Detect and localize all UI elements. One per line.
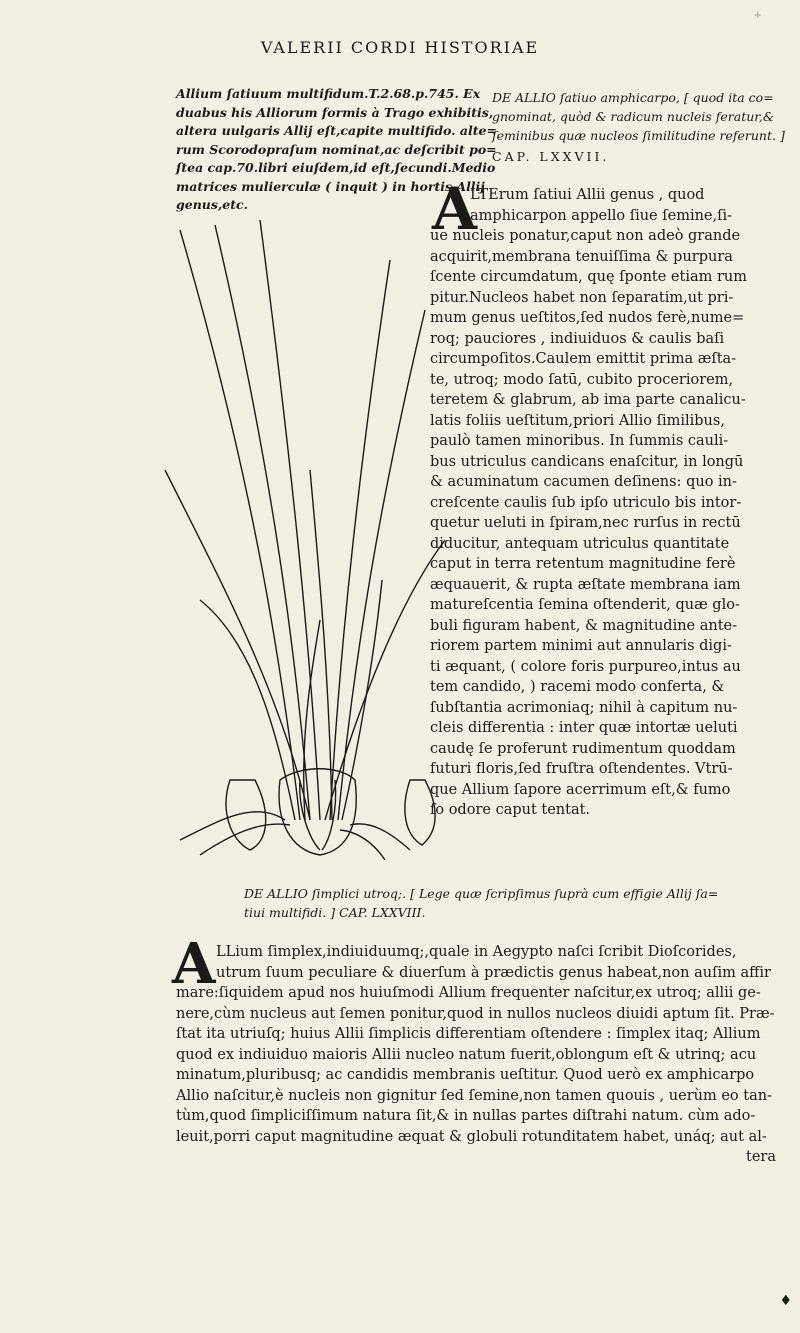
note-line: Allium ſatiuum multifidum.T.2.68.p.745. Ex	[176, 86, 481, 101]
plant-woodcut	[160, 220, 450, 860]
body-line: mare:ſiquidem apud nos huiuſmodi Allium frequenter naſcitur,ex utroq; allii ge-	[176, 985, 761, 1001]
chapter-77-heading	[492, 88, 792, 166]
heading-line: DE ALLIO ſatiuo amphicarpo, [ quod ita co=	[492, 90, 774, 105]
drop-cap-initial: A	[172, 931, 216, 997]
running-head: VALERII CORDI HISTORIAE	[260, 38, 540, 57]
body-line: cleis differentia : inter quæ intortæ ueluti	[430, 720, 738, 736]
bottom-mark: ♦	[779, 1293, 792, 1309]
chapter-77-body	[430, 185, 795, 821]
body-line: roq; pauciores , indiuiduos & caulis baſi	[430, 330, 725, 347]
corner-mark: +	[753, 10, 762, 21]
body-line: te, utroq; modo ſatū, cubito proceriorem,	[430, 371, 734, 388]
body-line: tùm,quod ſimpliciſſimum natura ſit,& in nullas partes diſtrahi natum. cùm ado-	[176, 1108, 756, 1124]
body-line: futuri floris,ſed fruſtra oſtendentes. Vtrū-	[430, 761, 733, 777]
allium-plant-illustration	[160, 220, 450, 860]
body-line: nere,cùm nucleus aut ſemen ponitur,quod in nullos nucleos diuidi aptum ſit. Præ-	[176, 1005, 775, 1022]
body-line: que Allium ſapore acerrimum eſt,& fumo	[430, 781, 731, 798]
body-line: minatum,pluribusq; ac candidis membranis ueſtitur. Quod uerò ex amphicarpo	[176, 1067, 755, 1083]
body-line: leuit,porri caput magnitudine æquat & globuli rotunditatem habet, unáq; aut al-	[176, 1128, 767, 1145]
drop-cap-initial: A	[432, 175, 478, 243]
body-line: Allio naſcitur,è nucleis non gignitur ſed ſemine,non tamen quouis , uerùm eo tan-	[176, 1087, 772, 1104]
note-line: ſtea cap.70.libri eiuſdem,id eſt,ſecundi.Medio	[176, 160, 496, 175]
note-line: rum Scorodopraſum nominat,ac deſcribit po=	[176, 141, 497, 157]
heading-line: gnominat, quòd & radicum nucleis feratur,&	[492, 109, 774, 124]
body-line: quetur ueluti in ſpiram,nec rurſus in rectū	[430, 515, 741, 531]
heading-line: tiui multifidi. ] CAP. LXXVIII.	[244, 905, 426, 920]
body-line: creſcente caulis ſub ipſo utriculo bis intor-	[430, 494, 742, 511]
note-line: altera uulgaris Allij eſt,capite multifido. alte=	[176, 123, 497, 138]
chapter-78-heading	[244, 884, 794, 922]
body-line: LLium ſimplex,indiuiduumq;,quale in Aegypto naſci ſcribit Dioſcorides,	[216, 944, 737, 960]
body-line: utrum ſuum peculiare & diuerſum à prædictis genus habeat,non auſim affir	[216, 964, 771, 981]
body-line: mum genus ueſtitos,ſed nudos ferè,nume=	[430, 310, 745, 326]
note-line: genus,etc.	[176, 197, 248, 212]
body-line: ti æquant, ( colore foris purpureo,intus au	[430, 658, 741, 675]
body-line: & acuminatum cacumen deſinens: quo in-	[430, 474, 737, 490]
catchword: tera	[746, 1149, 776, 1165]
body-line: buli figuram habent, & magnitudine ante-	[430, 617, 738, 634]
body-line: caput in terra retentum magnitudine ferè	[430, 556, 736, 572]
body-line: riorem partem minimi aut annularis digi-	[430, 638, 732, 654]
body-line: ſo odore caput tentat.	[430, 802, 591, 818]
note-line: duabus his Alliorum formis à Trago exhibitis,	[176, 104, 494, 120]
heading-line: ſeminibus quæ nucleos ſimilitudine referunt. ]	[492, 128, 785, 143]
body-line: amphicarpon appello ſiue ſemine,ſi-	[470, 207, 733, 224]
note-line: matrices mulierculæ ( inquit ) in hortis Allij	[176, 178, 485, 194]
chapter-number: CAP. LXXVII.	[492, 149, 610, 164]
body-line: diducitur, antequam utriculus quantitate	[430, 535, 730, 552]
body-line: bus utriculus candicans enaſcitur, in longū	[430, 453, 744, 470]
body-line: caudę ſe proferunt rudimentum quoddam	[430, 740, 736, 757]
body-line: paulò tamen minoribus. In ſummis cauli-	[430, 433, 729, 449]
body-line: quod ex indiuiduo maioris Allii nucleo natum fuerit,oblongum eſt & utrinq; acu	[176, 1046, 757, 1063]
body-line: æquauerit, & rupta æſtate membrana iam	[430, 576, 741, 593]
body-line: matureſcentia ſemina oſtenderit, quæ glo-	[430, 597, 740, 613]
body-line: ſcente circumdatum, quę ſponte etiam rum	[430, 269, 747, 285]
body-line: circumpoſitos.Caulem emittit prima æſta-	[430, 351, 737, 367]
body-line: ſubſtantia acrimoniaq; nihil à capitum nu-	[430, 699, 738, 716]
body-line: LTErum ſatiui Allii genus , quod	[470, 187, 705, 203]
chapter-78-body	[176, 942, 796, 1168]
body-line: ue nucleis ponatur,caput non adeò grande	[430, 228, 741, 244]
body-line: teretem & glabrum, ab ima parte canalicu-	[430, 392, 746, 408]
body-line: acquirit,membrana tenuiſſima & purpura	[430, 248, 733, 265]
body-line: latis foliis ueſtitum,priori Allio ſimilibus,	[430, 412, 725, 429]
heading-line: DE ALLIO ſimplici utroq;. [ Lege quæ ſcripſimus ſuprà cum effigie Allij ſa=	[244, 886, 719, 901]
body-line: tem candido, ) racemi modo conferta, &	[430, 679, 725, 695]
body-line: ſtat ita utriuſq; huius Allii ſimplicis differentiam oſtendere : ſimplex itaq; Allium	[176, 1026, 761, 1042]
body-line: pitur.Nucleos habet non ſeparatim,ut pri-	[430, 289, 734, 306]
